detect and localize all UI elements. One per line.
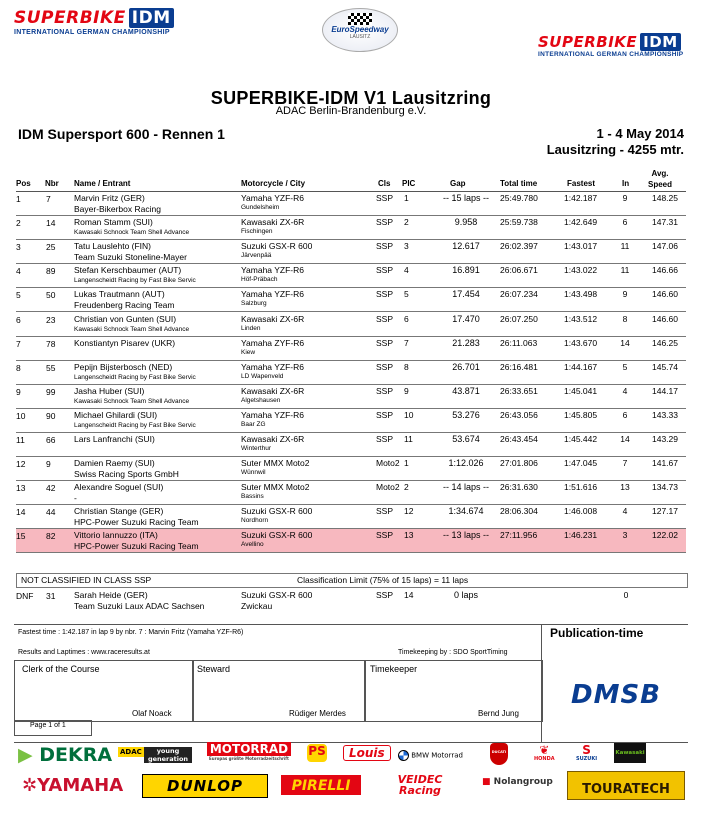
dnf-gap: 0 laps — [453, 590, 479, 600]
cell-cls: SSP — [376, 361, 394, 372]
cell-pic: 9 — [404, 385, 409, 396]
cell-pos: 8 — [16, 362, 21, 373]
cell-fastest: 1:46.231 — [564, 530, 598, 541]
yamaha-text: YAMAHA — [37, 775, 124, 796]
page-number: Page 1 of 1 — [30, 722, 66, 729]
championship-text-left: INTERNATIONAL GERMAN CHAMPIONSHIP — [14, 29, 170, 36]
col-avg-line2: Speed — [648, 180, 673, 189]
cell-entrant: Kawasaki Schnock Team Shell Advance — [74, 229, 190, 237]
cell-pos: 9 — [16, 386, 21, 397]
cell-moto: Kawasaki ZX-6R — [241, 217, 305, 228]
cell-total: 25:49.780 — [500, 193, 538, 203]
col-avg-speed — [648, 168, 672, 190]
cell-moto: Kawasaki ZX-6R — [241, 434, 305, 444]
cell-gap: 17.470 — [452, 313, 480, 324]
pirelli-text: PIRELLI — [291, 778, 351, 794]
cell-city: Gundelsheim — [241, 204, 280, 211]
bmw-text: BMW Motorrad — [411, 751, 463, 760]
cell-name: Alexandre Soguel (SUI) — [74, 482, 164, 493]
cell-entrant: Langenscheidt Racing by Fast Bike Servic — [74, 373, 196, 381]
cell-total: 26:11.063 — [500, 337, 538, 348]
cell-fastest: 1:43.017 — [564, 241, 598, 252]
cell-fastest: 1:42.187 — [564, 193, 598, 203]
cell-moto: Yamaha ZYF-R6 — [241, 337, 305, 348]
veidec-logo: VEIDEC Racing — [397, 773, 443, 797]
dnf-name: Sarah Heide (GER) — [74, 590, 148, 600]
clerk-label: Clerk of the Course — [22, 664, 100, 674]
cell-gap: 43.871 — [452, 385, 480, 396]
cell-name: Pepijn Bijsterbosch (NED) — [74, 361, 173, 372]
cell-pic: 5 — [404, 289, 409, 300]
cell-name: Vittorio Iannuzzo (ITA) — [74, 530, 158, 541]
dnf-moto: Suzuki GSX-R 600 — [241, 590, 313, 600]
cell-cls: SSP — [376, 241, 394, 252]
cell-gap: 21.283 — [452, 337, 480, 348]
cell-nbr: 66 — [46, 435, 56, 445]
cell-entrant: HPC-Power Suzuki Racing Team — [74, 541, 199, 552]
col-moto: Motorcycle / City — [241, 179, 306, 188]
cell-speed: 146.25 — [652, 337, 678, 348]
col-cls: Cls — [378, 179, 391, 188]
eurospeedway-name: EuroSpeedway — [331, 25, 389, 34]
col-fastest: Fastest — [567, 179, 596, 188]
cell-cls: SSP — [376, 337, 394, 348]
cell-city: Fischingen — [241, 228, 273, 236]
cell-total: 28:06.304 — [500, 506, 538, 517]
cell-city: Nordhorn — [241, 517, 269, 525]
cell-nbr: 89 — [46, 266, 56, 277]
cell-cls: SSP — [376, 289, 394, 300]
dunlop-text: DUNLOP — [167, 777, 243, 795]
race-name: IDM Supersport 600 - Rennen 1 — [18, 126, 225, 142]
cell-moto: Suzuki GSX-R 600 — [241, 530, 313, 541]
cell-city: Linden — [241, 324, 261, 332]
cell-name: Lars Lanfranchi (SUI) — [74, 434, 155, 444]
cell-city: Höf-Präbach — [241, 276, 278, 284]
cell-pos: 7 — [16, 338, 21, 349]
cell-gap: -- 15 laps -- — [442, 193, 489, 203]
cell-entrant: Swiss Racing Sports GmbH — [74, 469, 179, 480]
cell-pic: 3 — [404, 241, 409, 252]
cell-moto: Suter MMX Moto2 — [241, 458, 310, 469]
cell-name: Jasha Huber (SUI) — [74, 385, 145, 396]
cell-fastest: 1:46.008 — [564, 506, 598, 517]
cell-total: 26:07.234 — [500, 289, 538, 300]
cell-name: Lukas Trautmann (AUT) — [74, 289, 165, 300]
pirelli-logo — [281, 775, 361, 795]
cell-cls: SSP — [376, 434, 394, 444]
cell-speed: 147.06 — [652, 241, 678, 252]
table-row — [16, 313, 686, 337]
cell-total: 26:16.481 — [500, 361, 538, 372]
cell-pos: 1 — [16, 194, 21, 204]
cell-total: 26:02.397 — [500, 241, 538, 252]
cell-cls: SSP — [376, 409, 394, 420]
cell-total: 26:31.630 — [500, 482, 538, 493]
cell-total: 27:11.956 — [500, 530, 538, 541]
cell-name: Roman Stamm (SUI) — [74, 217, 153, 228]
table-row — [16, 457, 686, 481]
cell-speed: 148.25 — [652, 193, 678, 203]
motorrad-text: MOTORRAD — [207, 742, 291, 756]
table-row — [16, 409, 686, 433]
cell-in: 11 — [620, 265, 630, 276]
superbike-idm-logo-left — [14, 8, 174, 28]
dnf-row — [16, 589, 686, 612]
cell-speed: 146.60 — [652, 313, 678, 324]
cell-speed: 134.73 — [652, 482, 678, 493]
cell-in: 11 — [620, 241, 630, 252]
col-name: Name / Entrant — [74, 179, 131, 188]
louis-logo: Louis — [343, 745, 391, 761]
cell-in: 14 — [620, 434, 630, 444]
col-nbr: Nbr — [45, 179, 59, 188]
cell-nbr: 82 — [46, 531, 56, 542]
cell-total: 26:43.056 — [500, 409, 538, 420]
cell-gap: -- 13 laps -- — [442, 530, 489, 541]
race-track: Lausitzring - 4255 mtr. — [546, 142, 684, 157]
cell-total: 26:06.671 — [500, 265, 538, 276]
cell-in: 14 — [620, 337, 630, 348]
cell-in: 6 — [622, 409, 628, 420]
superbike-word: SUPERBIKE — [14, 8, 126, 28]
motorrad-sub: Europas größte Motorradzeitschrift — [209, 756, 289, 761]
cell-fastest: 1:51.616 — [564, 482, 598, 493]
cell-moto: Suzuki GSX-R 600 — [241, 506, 313, 517]
cell-speed: 145.74 — [652, 361, 678, 372]
cell-nbr: 99 — [46, 386, 56, 397]
dmsb-logo: DMSB — [571, 680, 661, 710]
cell-gap: -- 14 laps -- — [442, 482, 489, 493]
cell-gap: 9.958 — [454, 217, 478, 228]
bmw-motorrad-logo — [398, 750, 463, 761]
cell-city: Salzburg — [241, 300, 267, 308]
cell-name: Konstiantyn Pisarev (UKR) — [74, 337, 176, 348]
cell-pic: 12 — [404, 506, 414, 517]
cell-pic: 7 — [404, 337, 409, 348]
cell-speed: 127.17 — [652, 506, 678, 517]
cell-fastest: 1:44.167 — [564, 361, 598, 372]
cell-name: Tatu Lauslehto (FIN) — [74, 241, 152, 252]
cell-moto: Suzuki GSX-R 600 — [241, 241, 313, 252]
cell-moto: Yamaha YZF-R6 — [241, 289, 304, 300]
idm-word: IDM — [129, 8, 174, 28]
cell-cls: SSP — [376, 385, 394, 396]
cell-cls: SSP — [376, 313, 394, 324]
dekra-logo: ▶ DEKRA — [18, 744, 113, 766]
cell-cls: SSP — [376, 193, 394, 203]
eurospeedway-sub: LAUSITZ — [349, 34, 371, 40]
cell-pic: 10 — [404, 409, 414, 420]
touratech-text: TOURATECH — [582, 782, 670, 797]
touratech-logo — [567, 771, 685, 800]
cell-entrant: Kawasaki Schnock Team Shell Advance — [74, 397, 190, 405]
footer-divider — [14, 624, 688, 625]
cell-moto: Yamaha YZF-R6 — [241, 265, 304, 276]
col-total: Total time — [500, 179, 538, 188]
cell-gap: 53.276 — [452, 409, 480, 420]
cell-name: Damien Raemy (SUI) — [74, 458, 155, 469]
cell-entrant: HPC-Power Suzuki Racing Team — [74, 517, 199, 528]
cell-pos: 11 — [16, 435, 25, 445]
cell-total: 26:07.250 — [500, 313, 538, 324]
idm-word-right: IDM — [640, 33, 680, 51]
cell-nbr: 7 — [46, 194, 51, 204]
cell-speed: 146.60 — [652, 289, 678, 300]
table-row — [16, 192, 686, 216]
nolan-icon: ■ — [482, 777, 491, 787]
cell-pos: 15 — [16, 531, 26, 542]
yamaha-tuning-fork-icon: ✲ — [22, 775, 38, 796]
steward-label: Steward — [197, 664, 231, 674]
cell-cls: SSP — [376, 530, 394, 541]
race-date: 1 - 4 May 2014 — [596, 126, 684, 141]
honda-text: HONDA — [534, 756, 555, 762]
fastest-time-note: Fastest time : 1:42.187 in lap 9 by nbr. 7 : Marvin Fritz (Yamaha YZF-R6) — [18, 629, 244, 636]
table-row — [16, 337, 686, 361]
cell-speed: 143.29 — [652, 434, 678, 444]
cell-gap: 1:12.026 — [448, 458, 484, 469]
bmw-roundel-icon — [398, 750, 409, 761]
page-subtitle: ADAC Berlin-Brandenburg e.V. — [275, 105, 427, 117]
table-row — [16, 529, 686, 553]
cell-fastest: 1:43.498 — [564, 289, 598, 300]
cell-in: 9 — [622, 289, 628, 300]
cell-fastest: 1:45.805 — [564, 409, 598, 420]
dnf-cls: SSP — [376, 590, 394, 600]
yamaha-logo — [22, 775, 123, 796]
cell-entrant: Freudenberg Racing Team — [74, 300, 175, 311]
cell-moto: Kawasaki ZX-6R — [241, 313, 305, 324]
cell-city: Baar ZG — [241, 420, 266, 428]
table-row — [16, 240, 686, 264]
cell-pos: 10 — [16, 410, 26, 421]
cell-pos: 12 — [16, 459, 26, 470]
dnf-pos: DNF — [16, 591, 34, 601]
cell-name: Michael Ghilardi (SUI) — [74, 409, 158, 420]
cell-entrant: Team Suzuki Stoneline-Mayer — [74, 252, 187, 263]
dnf-nbr: 31 — [46, 591, 56, 601]
not-classified-label: NOT CLASSIFIED IN CLASS SSP — [21, 575, 152, 585]
cell-total: 26:33.651 — [500, 385, 538, 396]
cell-entrant: - — [74, 493, 77, 504]
cell-entrant: Kawasaki Schnock Team Shell Advance — [74, 325, 190, 333]
cell-cls: SSP — [376, 265, 394, 276]
timekeeper-label: Timekeeper — [370, 664, 418, 674]
cell-moto: Kawasaki ZX-6R — [241, 385, 305, 396]
cell-nbr: 42 — [46, 483, 56, 494]
cell-pic: 4 — [404, 265, 409, 276]
cell-city: Avellino — [241, 541, 264, 549]
cell-entrant: Langenscheidt Racing by Fast Bike Servic — [74, 277, 196, 285]
cell-total: 27:01.806 — [500, 458, 538, 469]
cell-total: 25:59.738 — [500, 217, 538, 228]
timekeeping-note: Timekeeping by : SDO SportTiming — [398, 649, 508, 656]
cell-cls: Moto2 — [376, 482, 400, 493]
cell-nbr: 55 — [46, 362, 56, 373]
table-row — [16, 505, 686, 529]
cell-nbr: 14 — [46, 218, 56, 229]
cell-pos: 6 — [16, 314, 21, 325]
cell-nbr: 90 — [46, 410, 56, 421]
cell-nbr: 25 — [46, 242, 56, 253]
ps-logo: PS — [307, 744, 327, 762]
cell-pic: 1 — [404, 458, 409, 469]
cell-speed: 141.67 — [652, 458, 678, 469]
cell-speed: 147.31 — [652, 217, 678, 228]
results-link: Results and Laptimes : www.raceresults.at — [18, 649, 150, 656]
steward-name: Rüdiger Merdes — [289, 709, 346, 718]
clerk-name: Olaf Noack — [132, 709, 172, 718]
cell-speed: 146.66 — [652, 265, 678, 276]
cell-pos: 13 — [16, 483, 26, 494]
col-pos: Pos — [16, 179, 31, 188]
cell-moto: Yamaha YZF-R6 — [241, 409, 304, 420]
cell-in: 13 — [620, 482, 630, 493]
page-title: SUPERBIKE-IDM V1 Lausitzring — [210, 88, 492, 108]
not-classified-bar — [16, 573, 688, 588]
table-row — [16, 433, 686, 457]
motorrad-logo — [207, 742, 291, 761]
cell-in: 9 — [622, 193, 628, 203]
suzuki-logo — [576, 744, 597, 762]
cell-in: 4 — [622, 506, 628, 517]
dnf-pic: 14 — [404, 590, 414, 600]
cell-pos: 2 — [16, 218, 21, 229]
nolan-logo — [482, 777, 553, 787]
dnf-in: 0 — [623, 590, 629, 600]
nolan-text: Nolangroup — [493, 777, 553, 787]
adac-logo: ADAC — [120, 748, 142, 756]
cell-in: 7 — [622, 458, 628, 469]
cell-pic: 1 — [404, 193, 409, 203]
cell-name: Stefan Kerschbaumer (AUT) — [74, 265, 182, 276]
cell-cls: Moto2 — [376, 458, 400, 469]
championship-text-right: INTERNATIONAL GERMAN CHAMPIONSHIP — [538, 51, 684, 58]
col-avg-line1: Avg. — [651, 169, 669, 178]
superbike-idm-logo-right — [538, 33, 681, 51]
dunlop-logo — [142, 774, 268, 798]
cell-moto: Suter MMX Moto2 — [241, 482, 310, 493]
cell-speed: 122.02 — [652, 530, 678, 541]
cell-in: 6 — [622, 217, 628, 228]
cell-pic: 11 — [404, 434, 413, 444]
eurospeedway-logo — [322, 8, 398, 52]
cell-pic: 8 — [404, 361, 409, 372]
cell-fastest: 1:45.442 — [564, 434, 598, 444]
cell-city: Kiew — [241, 348, 256, 356]
suzuki-text: SUZUKI — [576, 756, 598, 762]
cell-city: LD Wapenveld — [241, 372, 284, 380]
superbike-word-right: SUPERBIKE — [538, 33, 638, 51]
classification-limit: Classification Limit (75% of 15 laps) = 11 laps — [297, 575, 469, 585]
col-in: In — [622, 179, 630, 188]
cell-nbr: 23 — [46, 314, 56, 325]
cell-moto: Yamaha YZF-R6 — [241, 361, 304, 372]
table-row — [16, 385, 686, 409]
cell-name: Marvin Fritz (GER) — [74, 193, 145, 203]
cell-pic: 6 — [404, 313, 409, 324]
timekeeper-name: Bernd Jung — [478, 709, 519, 718]
col-gap: Gap — [450, 179, 466, 188]
cell-gap: 53.674 — [452, 434, 480, 444]
checkered-flag-icon — [348, 13, 372, 25]
cell-city: Bassins — [241, 493, 264, 501]
col-pic: PIC — [402, 179, 416, 188]
cell-nbr: 78 — [46, 338, 56, 349]
table-row — [16, 481, 686, 505]
cell-cls: SSP — [376, 506, 394, 517]
suzuki-s-icon: S — [582, 743, 591, 757]
cell-speed: 144.17 — [652, 385, 678, 396]
cell-pic: 2 — [404, 482, 409, 493]
cell-fastest: 1:43.022 — [564, 265, 598, 276]
ducati-text: DUCATI — [491, 750, 507, 754]
dnf-city: Zwickau — [241, 601, 273, 611]
table-row — [16, 361, 686, 385]
cell-pos: 3 — [16, 242, 21, 253]
cell-gap: 16.891 — [452, 265, 480, 276]
publication-time: Publication-time — [550, 626, 644, 640]
cell-gap: 17.454 — [452, 289, 480, 300]
cell-fastest: 1:43.670 — [564, 337, 598, 348]
cell-moto: Yamaha YZF-R6 — [241, 193, 304, 203]
table-row — [16, 264, 686, 288]
cell-fastest: 1:47.045 — [564, 458, 598, 469]
cell-total: 26:43.454 — [500, 434, 538, 444]
cell-nbr: 44 — [46, 507, 56, 518]
ducati-logo — [490, 743, 508, 765]
cell-fastest: 1:43.512 — [564, 313, 598, 324]
table-row — [16, 216, 686, 240]
cell-nbr: 50 — [46, 290, 56, 301]
cell-cls: SSP — [376, 217, 394, 228]
cell-in: 5 — [622, 361, 628, 372]
cell-pos: 5 — [16, 290, 21, 301]
cell-city: Järvenpää — [241, 252, 272, 260]
cell-city: Wünnwil — [241, 469, 266, 477]
cell-nbr: 9 — [46, 459, 51, 470]
cell-name: Christian von Gunten (SUI) — [74, 313, 177, 324]
cell-pic: 2 — [404, 217, 409, 228]
young-generation-logo: young generation — [144, 747, 192, 763]
table-row — [16, 288, 686, 312]
honda-logo — [534, 744, 555, 762]
cell-in: 3 — [622, 530, 628, 541]
dnf-entrant: Team Suzuki Laux ADAC Sachsen — [74, 601, 205, 611]
cell-gap: 1:34.674 — [448, 506, 484, 517]
honda-wing-icon: ❦ — [539, 743, 550, 757]
cell-name: Christian Stange (GER) — [74, 506, 164, 517]
cell-entrant: Bayer-Bikerbox Racing — [74, 204, 161, 214]
cell-city: Algetshausen — [241, 396, 281, 404]
cell-entrant: Langenscheidt Racing by Fast Bike Servic — [74, 421, 196, 429]
cell-speed: 143.33 — [652, 409, 678, 420]
cell-gap: 26.701 — [452, 361, 480, 372]
cell-pic: 13 — [404, 530, 414, 541]
cell-city: Winterthur — [241, 445, 271, 452]
cell-gap: 12.617 — [452, 241, 480, 252]
cell-pos: 4 — [16, 266, 21, 277]
kawasaki-logo: Kawasaki — [614, 743, 646, 763]
cell-in: 4 — [622, 385, 628, 396]
cell-fastest: 1:45.041 — [564, 385, 598, 396]
cell-fastest: 1:42.649 — [564, 217, 598, 228]
cell-pos: 14 — [16, 507, 26, 518]
cell-in: 8 — [622, 313, 628, 324]
dekra-text: DEKRA — [39, 744, 113, 766]
